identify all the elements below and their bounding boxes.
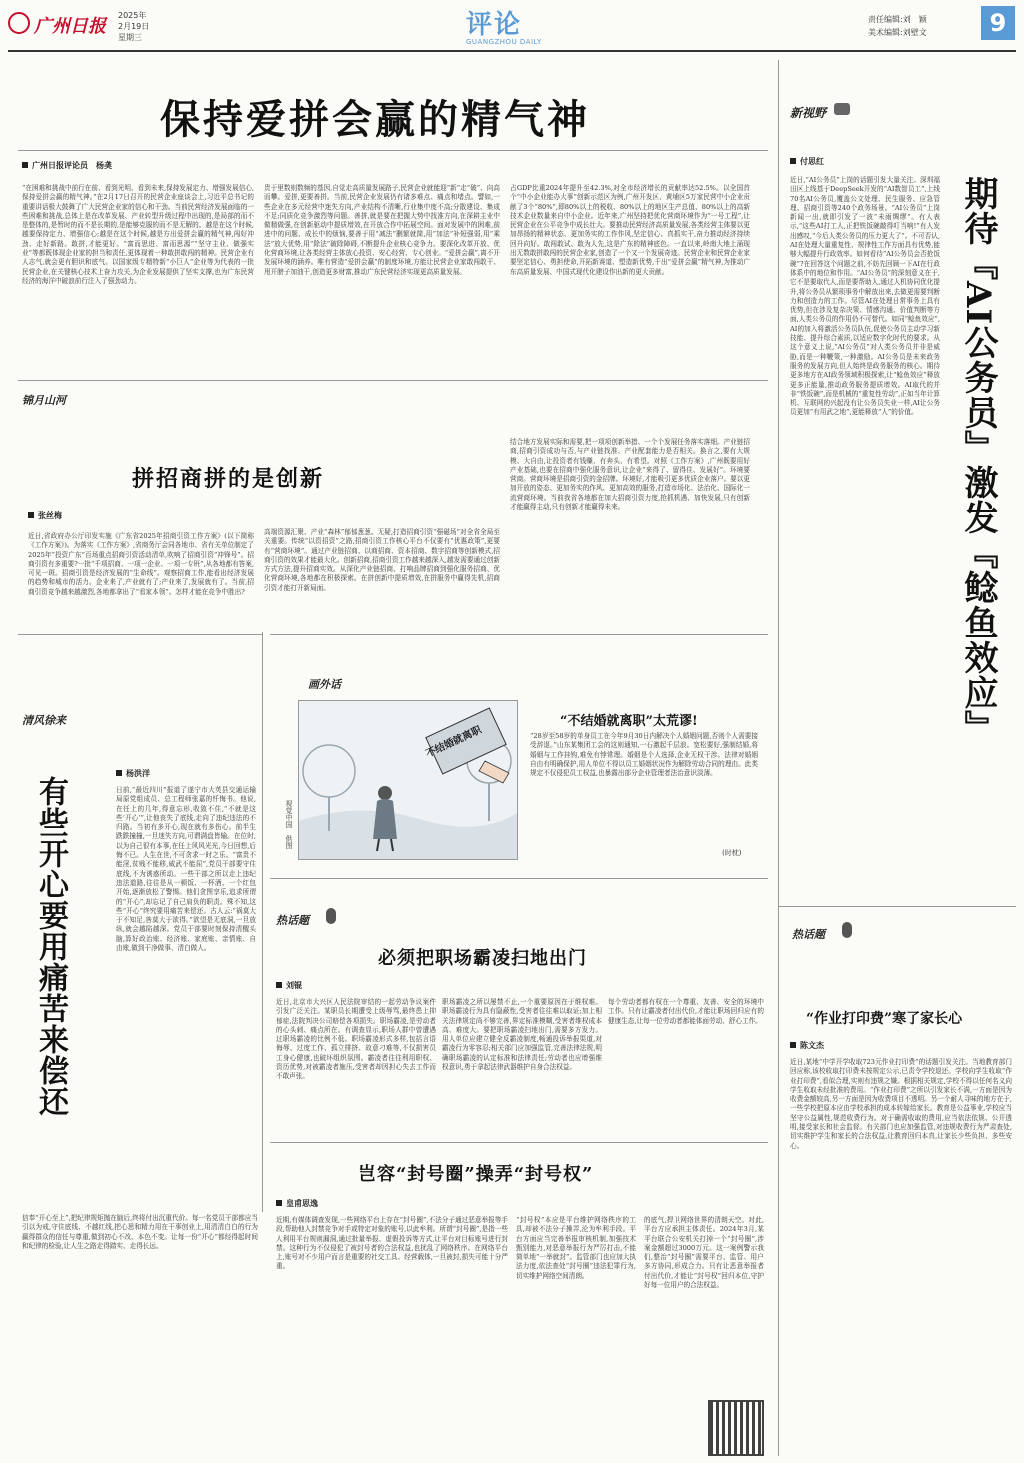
innovation-col-1: 近日,省政府办公厅印发实施《广东省2025年招商引资工作方案》(以下简称《工作方案》)。为落实《工作方案》,省商务厅会同各地市、省有关单位制定了2025年“投资广东”百场重点招商引资活动清单,吹响了招商引资“冲锋号”。招商引资有多重要?一批“千项招商、一项一企业、一项一专班”,从各地都有答案,可见一斑。招商引资是经济发展的“生命线”。观察招商工作,能看出经济发展的趋势和城市的活力。企业来了,产业就有了;产业来了,发展就有了。当前,招商引资竞争越来越激烈,各地都拿出了“看家本领”。怎样才能在竞争中胜出?: [28, 532, 254, 596]
innovation-byline: 张丝梅: [28, 510, 62, 521]
right-divider: [778, 60, 779, 1456]
masthead-rule: [8, 50, 1016, 52]
workplace-col-2: 职场霸凌之所以屡禁不止,一个重要原因在于维权难。职场霸凌行为具有隐蔽性,受害者往往难以取证;加上相关法律规定尚不够完善,界定标准模糊,受害者维权成本高、难度大。要把职场霸凌扫地出门,需要多方发力。用人单位应建立健全反霸凌制度,畅通投诉举报渠道,对霸凌行为零容忍;相关部门应加强监管,完善法律法规,明确职场霸凌的认定标准和法律责任;劳动者也应增强维权意识,勇于拿起法律武器维护自身合法权益。: [442, 998, 602, 1072]
cartoon-image: [298, 700, 518, 860]
cartoon-signoff: (时枕): [722, 849, 742, 857]
signal-rule-top: [270, 1142, 768, 1143]
designer-credit: 美术编辑:刘壁文: [868, 28, 927, 37]
section-title: 评论: [466, 10, 523, 40]
commentary-headline: 期待『AI公务员』激发『鲶鱼效应』: [958, 176, 998, 746]
homework-tag: 热话题: [792, 928, 825, 941]
workplace-byline: 刘锟: [276, 980, 302, 991]
lead-rule: [18, 150, 768, 151]
cartoon-rule-top: [270, 634, 768, 635]
innovation-col-2: 高端资源汇聚、产业“森林”郁郁葱葱。无疑,打造招商引资“强磁场”对全省全局至关重要。传统“以资招资”之路,招商引资工作核心平台不仅要有“优惠政策”,更要有“营商环境”。通过产业链招商、以商招商、资本招商、数字招商等创新模式,招商引资的效果才能最大化。创新招商,招商引资工作越来越深入,越发需要通过创新方式方法,提升招商实效。从深化产业链招商、打响品牌招商到强化服务招商、优化营商环境,各地都在积极探索。在拼创新中提质增效,在拼服务中赢得先机,招商引资才能打开新局面。: [264, 528, 500, 592]
sidebar-tag: 清风徐来: [22, 714, 66, 727]
workplace-headline: 必须把职场霸凌扫地出门: [378, 948, 587, 969]
lead-col-3: 占GDP比重2024年提升至42.3%,对全市经济增长的贡献率达52.5%。以全国首个“中小企业能办大事”创新示范区为例,广州开发区、黄埔区5万家民营中小企业贡献了3个“80%”,即80%以上的税收、80%以上的地区生产总值、80%以上的高新技术企业数量来自中小企业。近年来,广州坚持把优化营商环境作为“一号工程”,让民营企业在公平竞争中成长壮大。要推动民营经济高质量发展,各类经营主体要以更加昂扬的精神状态、更加务实的工作作风,坚定信心、真抓实干,奋力推动经济持续回升向好。敢闯敢试、敢为人先,这是广东的精神底色。一直以来,岭南大地上涌现出无数敢拼敢闯的民营企业家,创造了一个又一个发展奇迹。民营企业和民营企业家要坚定信心、勇担使命,开拓新赛道、塑造新优势,千出“爱拼会赢”精气神,为推动广东高质量发展、中国式现代化建设作出新的更大贡献。: [510, 184, 750, 276]
innovation-tag: 锦月山河: [22, 394, 66, 407]
commentary-body: 近日,“AI公务员”上岗的话题引发大量关注。深圳福田区上线基于DeepSeek开发的“AI数智员工”,上线70名AI公务员,覆盖公文处理、民生服务、应急管理、招商引资等240个政务场景。“AI公务员”上岗新闻一出,就即引发了一波“未雨绸缪”。有人表示,“这些AI打工人,正把铁饭碗敲得叮当响!”有人发出感叹,“今后人类公务员的压力更大了”。不可否认,AI在处理大量重复性、规律性工作方面具有优势,能够大幅提升行政效率。如何看待“AI公务员会否抢饭碗”?在回答这个问题之前,不妨先回顾一下AI在行政体系中的地位和作用。“AI公务员”的深刻意义在于,它不是要取代人,而是要帮助人,通过人机协同优化提升,将公务员从繁琐事务中解放出来,去做更需要判断力和创造力的工作。尽管AI在处理日常事务上具有优势,但在涉及复杂决策、情感沟通、价值判断等方面,人类公务员的作用仍不可替代。如同“鲶鱼效应”,AI的加入将激活公务员队伍,促使公务员主动学习新技能、提升综合素质,以适应数字化时代的要求。从这个意义上说,“AI公务员”对人类公务员并非是威胁,而是一种鞭策,一种激励。AI公务员是未来政务服务的发展方向,但人始终是政务服务的核心。期待更多地方在AI政务领域积极探索,让“鲶鱼效应”释放更多正能量,推动政务服务提质增效。AI取代的并非“铁饭碗”,而是机械的“重复性劳动”,正如当年计算机、互联网的兴起没有让公务员失业一样,AI让公务员更加“有用武之地”,更能释放“人”的价值。: [790, 176, 940, 417]
innovation-col-3: 结合地方发展实际和需要,把一项项创新举措、一个个发展任务落实落细。产业链招商,招商引资成功与否,与产业链找准、产业配套能力是否相关。换言之,要有大规模、大自由,让投资者有钱赚、有奔头、有希望。对照《工作方案》,广州既要用好产业基础,也要在招商中强化服务意识,让企业“来得了、留得住、发展好”。环境要营商。营商环境是招商引资的金招牌。环境好,才能吸引更多优质企业落户。要以更加开放的姿态、更加务实的作风、更加高效的服务,打造市场化、法治化、国际化一流营商环境。当前我省各地都在加大招商引资力度,抢抓机遇、加快发展,只有创新才能赢得主动,只有创新才能赢得未来。: [510, 438, 750, 512]
sidebar-headline: 有些开心要用痛苦来偿还: [33, 776, 68, 1117]
homework-body: 近日,某地“中学开学收取723元作业打印费”的话题引发关注。当地教育部门回应称,该校收取打印费未按规定公示,已责令学校退还。学校向学生收取“作业打印费”,看似合理,实则有违规之嫌。根据相关规定,学校不得以任何名义向学生收取未经批准的费用。“作业打印费”之所以引发家长不满,一方面是因为收费金额较高,另一方面是因为收费项目不透明。另一个耐人寻味的地方在于,一些学校把原本应由学校承担的成本转嫁给家长。教育是公益事业,学校应当坚守公益属性,规范收费行为。对于确需收取的费用,应当依法依规、公开透明,接受家长和社会监督。有关部门也应加强监管,对违规收费行为严肃查处,切实维护学生和家长的合法权益,让教育回归本真,让家长少些负担、多些安心。: [790, 1058, 1012, 1150]
weekday: 星期三: [118, 33, 142, 42]
sidebar-body: 日前,“最近四川”报道了遂宁市大英县交通运输局原党组成员、总工程师张嘉的忏悔书。他说,在任上的几年,得意忘形,收敛不住,“不就是这些‘开心’”,让他丧失了底线,走向了违纪违法的不归路。当初有多开心,现在就有多伤心。前半生跌跌撞撞,一旦迷失方向,可谓满盘皆输。在位时,以为自己很有本事,在任上风风光光,今日回想,后悔不已。人生在世,不可贪求一时之乐。“富贵不能淫,贫贱不能移,威武不能屈”,党员干部要守住底线,不为诱惑所动。一些干部之所以走上违纪违法道路,往往是从一顿饭、一杯酒、一个红包开始,逐渐放松了警惕。他们贪图享乐,追求所谓的“开心”,却忘记了自己肩负的职责。殊不知,这些“开心”终究要用痛苦来偿还。古人云:“祸莫大于不知足,咎莫大于欲得。”欲望是无底洞,一旦放纵,就会越陷越深。党员干部要时刻保持清醒头脑,算好政治账、经济账、家庭账、亲情账、自由账,做到干净做事、清白做人。: [116, 786, 256, 953]
homework-byline: 陈文杰: [790, 1040, 824, 1051]
sidebar-rule-top: [18, 634, 262, 635]
lead-byline: 广州日报评论员 杨䶮: [22, 160, 112, 171]
workplace-col-3: 每个劳动者都有权在一个尊重、友善、安全的环境中工作。只有让霸凌者付出代价,才能让职场回归应有的健康生态,让每一位劳动者都能体面劳动、舒心工作。: [608, 998, 764, 1025]
workplace-tag: 热话题: [276, 914, 309, 927]
cartoon-headline: “不结婚就离职”太荒谬!: [560, 714, 698, 729]
left-divider: [262, 632, 263, 1212]
date-year: 2025年: [118, 11, 147, 20]
paper-logo-icon: [8, 12, 30, 34]
sidebar-bottom-text: 信奉“开心至上”,把纪律规矩抛在脑后,终将付出沉重代价。每一名党员干部都应当引以为戒,守住底线、不越红线,把心思和精力用在干事创业上,用清清白白的行为赢得群众的信任与尊重,做到初心不改、本色不变。让每一份“开心”都经得起时间和纪律的检验,让人生之路走得踏实、走得长远。: [22, 1214, 258, 1250]
cartoon-tag: 画外话: [308, 678, 341, 691]
signal-col-1: 近期,有媒体调查发现,一些网络平台上存在“封号圈”,不法分子通过恶意举报等手段,帮助他人封禁竞争对手或特定对象的账号,以此牟利。所谓“封号圈”,是指一些人利用平台规则漏洞,通过批量举报、虚假投诉等方式,让平台对目标账号进行封禁。这种行为不仅侵犯了被封号者的合法权益,也扰乱了网络秩序。在网络平台上,账号对不少用户而言是重要的社交工具、经营载体,一旦被封,损失可能十分严重。: [276, 1216, 508, 1271]
signal-col-2: “封号权”本应是平台维护网络秩序的工具,却被不法分子操弄,沦为牟利手段。平台方面应当完善举报审核机制,加强技术甄别能力,对恶意举报行为严厉打击,不能简单地“一举就封”。监管部门也应加大执法力度,依法查处“封号圈”违法犯罪行为,切实维护网络空间清朗。: [516, 1216, 636, 1280]
innovation-headline: 拼招商拼的是创新: [132, 466, 325, 492]
lead-col-1: “在困难和挑战中前行在前、看到光明、看到未来,保持发展定力、增强发展信心,保持爱拼会赢的精气神。”在2月17日召开的民营企业座谈会上,习近平总书记的重要讲话极大鼓舞了广大民营企业家的信心和干劲。当前民营经济发展面临的一些困难和挑战,总体上是在改革发展、产业转型升级过程中出现的,是局部的而不是整体的,是暂时的而不是长期的,是能够克服的而不是无解的。越是在这个时候,越要保持定力、增强信心;越是在这个时候,越是方出爱拼会赢的精气神,闯好冲劲、走好新路。敢拼,才能更好。“富而思进、富而思源”“坚守主业、做强实业”等都既体现企业家的担当和责任,更体现着一种敢拼敢闯的精神。民营企业有人志气,就会更有胆识和底气。以国家级专精特新“小巨人”企业等为代表的一批民营企业,在关键核心技术上奋力攻关,为企业发展提供了坚实支撑,也为广东民营经济的海洋中破浪前行注入了强劲动力。: [22, 184, 254, 285]
masthead: [0, 0, 1024, 52]
workplace-col-1: 近日,北京市大兴区人民法院审结的一起劳动争议案件引发广泛关注。某职员长期遭受上级辱骂,最终患上抑郁症,法院判决公司赔偿各项损失。职场霸凌,是劳动者的心头刺、痛点所在。有调查显示,职场人群中曾遭遇过职场霸凌的比例不低。职场霸凌形式多样,包括言语侮辱、过度工作、孤立排挤、故意刁难等,不仅损害员工身心健康,也破坏组织氛围。霸凌者往往利用职权、资历优势,对被霸凌者施压,受害者却因担心失去工作而不敢声张。: [276, 998, 436, 1081]
signal-col-3: 的底气,捍卫网络世界的清朗天空。对此,平台方应承担主体责任。2024年3月,某平台联合公安机关打掉一个“封号圈”,涉案金额超过3000万元。这一案例警示我们,整治“封号圈”需要平台、监管、用户多方协同,形成合力。只有让恶意举报者付出代价,才能让“封号权”回归本位,守护好每一位用户的合法权益。: [644, 1216, 764, 1290]
microphone-icon: [326, 908, 336, 924]
cartoon-body: “28岁至58岁的单身员工在今年9月30日内解决个人婚姻问题,否则个人需要接受辞退。”山东某集团工会的这则通知,一石激起千层浪。宽松要好,强制结婚,将婚姻与工作挂钩,难免有悖常理。婚姻是个人选择,企业无权干涉。法律对婚姻自由有明确保护,用人单位不得以员工婚姻状况作为解除劳动合同的理由。此类规定不仅侵犯员工权益,也暴露出部分企业管理者法治意识淡薄。: [530, 732, 758, 778]
editor-credit: 责任编辑:刘 颖: [868, 15, 927, 24]
lead-headline: 保持爱拼会赢的精气神: [160, 96, 590, 143]
commentary-byline: 付思红: [790, 156, 824, 167]
cartoon-drawing: [299, 701, 517, 859]
page-number: 9: [981, 6, 1015, 40]
workplace-rule-top: [270, 878, 768, 879]
paper-name: 广州日报: [34, 16, 106, 37]
section-subtitle: GUANGZHOU DAILY: [466, 38, 542, 46]
signal-headline: 岂容“封号圈”操弄“封号权”: [358, 1164, 594, 1185]
homework-headline: “作业打印费”寒了家长心: [806, 1011, 963, 1027]
commentary-tag: 新视野: [790, 106, 827, 120]
microphone-icon-2: [842, 922, 852, 938]
date-md: 2月19日: [118, 22, 150, 31]
signal-byline: 皇甫思逸: [276, 1198, 318, 1209]
cartoon-sign: 不结婚就离职: [424, 724, 484, 760]
lead-col-2: 贵于里数则数频的基因,自觉走高质量发展路子,民营企业就能迎“新”走“破”、向高而攀。爱拼,更要善拼。当前,民营企业发展仍有诸多难点、痛点和堵点。譬如,一些企业在多元经营中迷失方向,产业结构不清晰,行业集中度不高;分散建设、集成不足;同质化竞争激烈等问题。善拼,就是要在把握大势中找准方向,在深耕主业中做精做强,在创新驱动中提质增效,在开放合作中拓展空间。面对发展中的困难,前进中的问题、成长中的烦恼,要善于用“减法”删繁就简,用“加法”补短强弱,用“乘法”放大优势,用“除法”破除障碍,不断提升企业核心竞争力。要深化改革开放、优化营商环境,让各类经营主体放心投资、安心经营、专心创业。“爱拼会赢”,离不开发展环境的涵养。唯有营造“爱拼会赢”的制度环境,方能让民营企业家敢闯敢干、甩开膀子加油干,创造更多财富,推动广东民营经济实现更高质量发展。: [264, 184, 500, 276]
homework-rule-top: [778, 906, 1016, 907]
qr-code: [708, 1400, 764, 1456]
sidebar-byline: 杨洪洋: [116, 768, 150, 779]
cartoon-credit: 视觉中国 供图: [285, 800, 293, 849]
camera-icon: [834, 103, 850, 115]
innovation-rule-top: [18, 380, 768, 381]
